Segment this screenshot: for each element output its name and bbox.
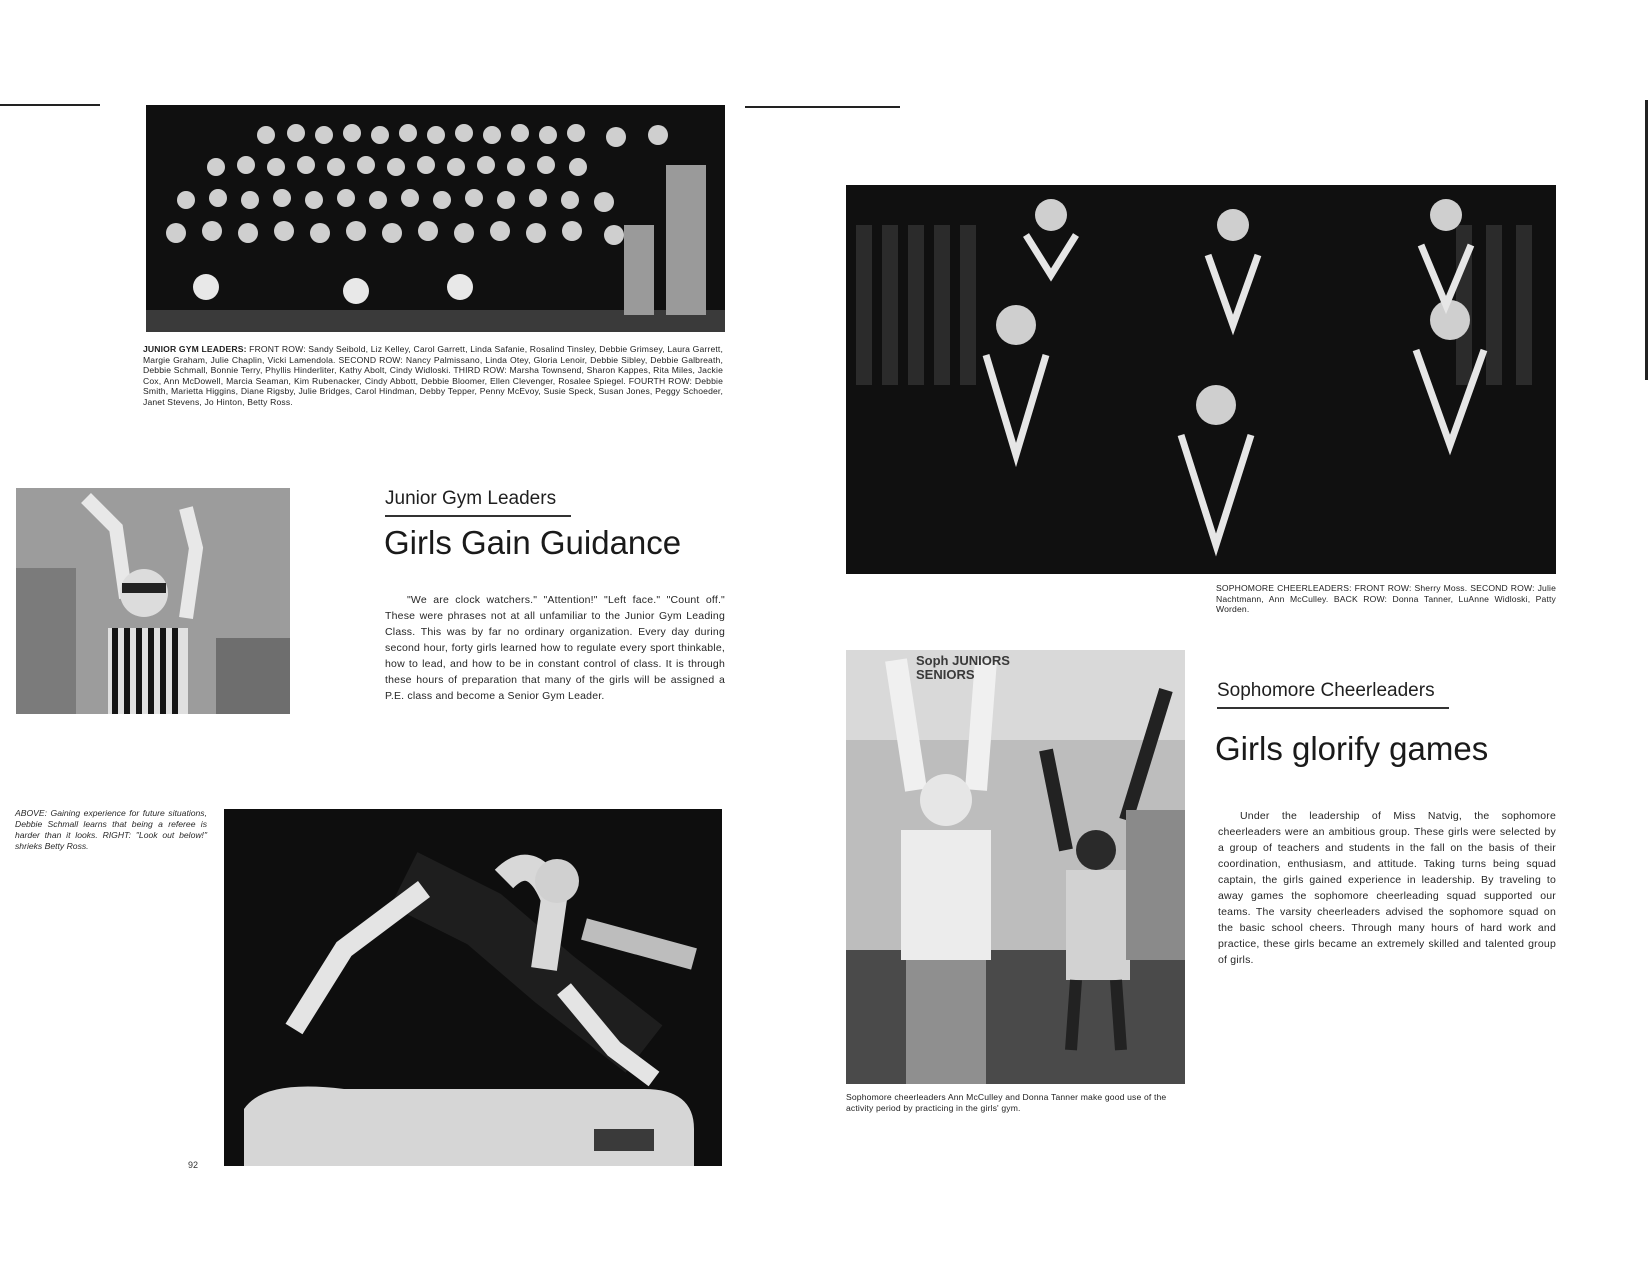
left-page-top-edge <box>0 104 100 106</box>
sophomore-body-text <box>1218 808 1556 968</box>
above-text: Gaining experience for future situations, Debbie Schmall learns that being a referee is harder than it looks. <box>15 808 207 840</box>
caption-text: FRONT ROW: Sandy Seibold, Liz Kelley, Carol Garrett, Linda Safanie, Rosalind Tinsley, Debbie Grimsey, Laura Garrett, Margie Graham, Julie Chaplin, Vicki Lamendola. SECOND ROW: Nancy Palmissano, Linda Otey, Gloria Lenoir, Debbie Sibley, Debbie Galbreath, Debbie Schmall, Bonnie Terry, Phyllis Hinderliter, Kathy Abolt, Cindy Widloski. THIRD ROW: Marsha Townsend, Sharon Kappes, Rita Miles, Jackie Cox, Ann McDowell, Marcia Seaman, Kim Rubenacker, Cindy Abbott, Debbie Bloomer, Ellen Clevenger, Rosalee Spiegel. FOURTH ROW: Debbie Smith, Marietta Higgins, Diane Rigsby, Julie Bridges, Carol Hindman, Debby Tepper, Penny McEvoy, Susie Speck, Susan Jones, Peggy Schoeder, Janet Stevens, Jo Hinton, Betty Ross. <box>143 344 723 407</box>
junior-gym-leaders-group-photo <box>146 105 725 332</box>
junior-headline: Girls Gain Guidance <box>384 524 682 561</box>
cheerleaders-caption <box>1216 583 1556 615</box>
page-number: 92 <box>188 1160 199 1170</box>
cheerleaders-illustration <box>846 185 1556 574</box>
referee-illustration <box>16 488 290 714</box>
right-page-edge <box>1645 100 1648 380</box>
right-label: RIGHT: <box>102 830 132 840</box>
gym-practice-illustration <box>846 650 1185 1084</box>
gutter-top-edge <box>745 106 900 108</box>
group-photo-illustration <box>146 105 725 332</box>
sophomore-body-paragraph: Under the leadership of Miss Natvig, the sophomore cheerleaders were an ambitious group. These girls were selected by a group of teachers and students in the fall on the basis of their coordination, enthusiasm, and attitude. Taking turns being squad captain, the girls gained experience in leadership. By traveling to away games the sophomore cheerleading squad supported our teams. The varsity cheerleaders advised the sophomore squad on the basic school cheers. Through many hours of hard work and practice, these girls became an extremely skilled and talented group of girls. <box>1218 810 1556 966</box>
junior-body-text <box>385 592 725 704</box>
sophomore-cheerleaders-photo <box>846 185 1556 574</box>
gym-practice-caption-text: Sophomore cheerleaders Ann McCulley and Donna Tanner make good use of the activity period by practicing in the girls' gym. <box>846 1092 1167 1113</box>
gym-practice-photo <box>846 650 1185 1084</box>
vault-photo <box>224 809 722 1166</box>
group-photo-caption <box>143 344 723 408</box>
sophomore-section-label: Sophomore Cheerleaders <box>1217 680 1449 709</box>
vault-side-caption <box>15 808 207 852</box>
gym-wall-sign: Soph JUNIORS SENIORS <box>916 653 1010 682</box>
referee-photo <box>16 488 290 714</box>
junior-section-label: Junior Gym Leaders <box>385 488 571 517</box>
above-label: ABOVE: <box>15 808 47 818</box>
cheerleaders-caption-text: SOPHOMORE CHEERLEADERS: FRONT ROW: Sherry Moss. SECOND ROW: Julie Nachtmann, Ann McCulley. BACK ROW: Donna Tanner, LuAnne Widloski, Patty Worden. <box>1216 583 1556 615</box>
right-text: "Look out below!" shrieks Betty Ross. <box>15 830 207 851</box>
sophomore-headline: Girls glorify games <box>1215 730 1489 767</box>
vault-illustration <box>224 809 722 1166</box>
junior-body-paragraph: "We are clock watchers." "Attention!" "Left face." "Count off." These were phrases not at all unfamiliar to the Junior Gym Leading Class. This was by far no ordinary organization. Every day during second hour, forty girls learned how to regulate every sport thinkable, how to lead, and how to be in constant control of class. It is through these hours of preparation that many of the girls will be assigned a P.E. class and become a Senior Gym Leader. <box>385 594 725 702</box>
gym-practice-caption <box>846 1092 1185 1113</box>
caption-lead: JUNIOR GYM LEADERS: <box>143 344 247 354</box>
